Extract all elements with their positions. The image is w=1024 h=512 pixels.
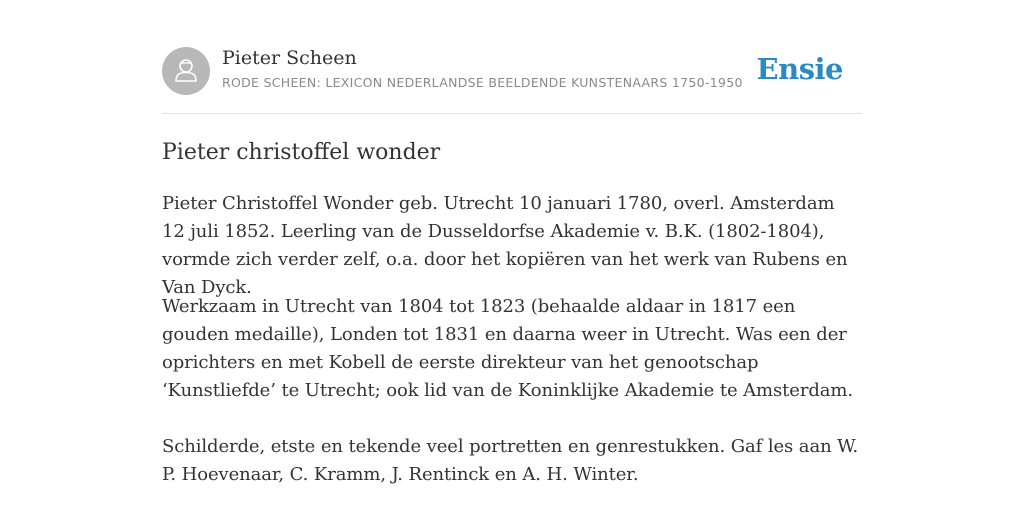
ensie-logo[interactable]: Ensie (756, 52, 843, 86)
article-title: Pieter christoffel wonder (162, 140, 441, 165)
article-paragraph-3: Schilderde, etste en tekende veel portretten en genrestukken. Gaf les aan W. P. Hoevenaar, C. Kramm, J. Rentinck en A. H. Winter. (162, 436, 859, 485)
header-divider (162, 113, 862, 114)
article-paragraph-1: Pieter Christoffel Wonder geb. Utrecht 10 januari 1780, overl. Amsterdam 12 juli 1852. Leerling van de Dusseldorfse Akademie v. B.K. (1802-1804), vormde zich verder zelf, o.a. door het kopiëren van het werk van Rubens en Van Dyck. (162, 193, 848, 298)
author-avatar[interactable] (162, 47, 210, 95)
user-outline-icon (162, 47, 210, 95)
author-name[interactable]: Pieter Scheen (222, 47, 357, 69)
source-title[interactable]: RODE SCHEEN: LEXICON NEDERLANDSE BEELDENDE KUNSTENAARS 1750-1950 (222, 75, 743, 90)
article-header (162, 46, 862, 96)
article-paragraph-2: Werkzaam in Utrecht van 1804 tot 1823 (behaalde aldaar in 1817 een gouden medaille), Londen tot 1831 en daarna weer in Utrecht. Was een der oprichters en met Kobell de eerste direkteur van het genootschap ‘Kunstliefde’ te Utrecht; ook lid van de Koninklijke Akademie te Amsterdam. (162, 296, 853, 401)
